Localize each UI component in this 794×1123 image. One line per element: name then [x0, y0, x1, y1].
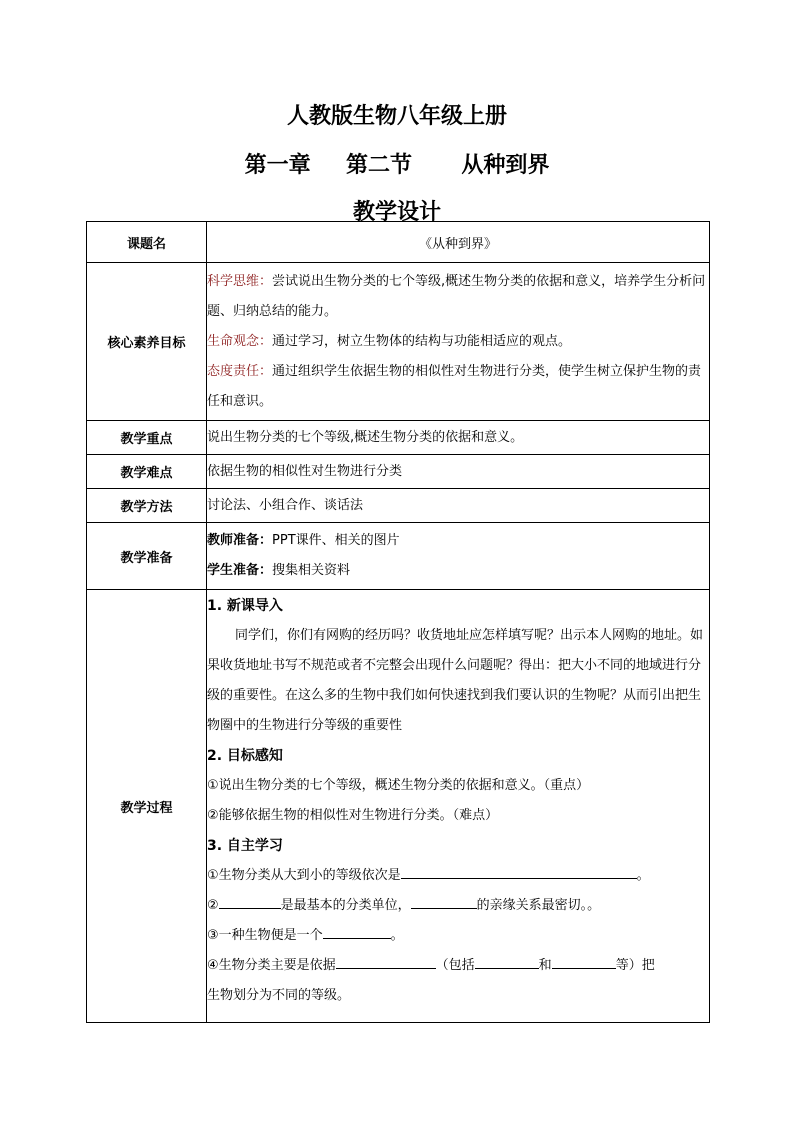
answer-blank[interactable]	[336, 952, 436, 969]
table-row-topic	[87, 222, 710, 263]
topic-value: 《从种到界》	[207, 222, 710, 263]
row-label: 课题名	[87, 222, 207, 263]
answer-blank[interactable]	[219, 892, 281, 909]
teacher-prep: 教师准备：PPT课件、相关的图片	[207, 533, 400, 548]
section-heading: 3. 自主学习	[207, 838, 283, 854]
goal-item	[207, 267, 709, 327]
row-label: 教学过程	[87, 590, 207, 1023]
table-row-goals	[87, 263, 710, 421]
table-row-methods	[87, 489, 710, 523]
table-row-key-points	[87, 421, 710, 455]
difficulty-value: 依据生物的相似性对生物进行分类	[207, 455, 710, 489]
topic-label: 从种到界	[461, 152, 550, 178]
goal-item	[207, 357, 709, 417]
goal-tag: 态度责任：	[207, 363, 273, 379]
methods-value: 讨论法、小组合作、谈话法	[207, 489, 710, 523]
goal-text: 通过组织学生依据生物的相似性对生物进行分类，使学生树立保护生物的责任和意识。	[207, 363, 702, 409]
row-label: 教学准备	[87, 523, 207, 590]
question-3: ③一种生物便是一个 。	[207, 921, 709, 951]
table-row-process	[87, 590, 710, 1023]
section-heading: 1. 新课导入	[207, 598, 283, 614]
student-prep: 学生准备：搜集相关资料	[207, 563, 351, 578]
question-1: ①生物分类从大到小的等级依次是 。	[207, 861, 709, 891]
answer-blank[interactable]	[411, 892, 477, 909]
row-label: 教学重点	[87, 421, 207, 455]
title-block	[0, 100, 794, 231]
key-points-value: 说出生物分类的七个等级,概述生物分类的依据和意义。	[207, 421, 710, 455]
answer-blank[interactable]	[323, 922, 391, 939]
answer-blank[interactable]	[401, 862, 637, 879]
objective-item: ②能够依据生物的相似性对生物进行分类。（难点）	[207, 808, 499, 823]
question-4: ④生物分类主要是依据 （包括 和 等）把	[207, 951, 709, 981]
table-row-preparation	[87, 523, 710, 590]
section-heading: 2. 目标感知	[207, 748, 283, 764]
goals-content	[207, 263, 710, 421]
process-content	[207, 590, 710, 1023]
lesson-plan-table	[86, 221, 710, 1023]
page-title: 人教版生物八年级上册	[286, 103, 507, 129]
intro-paragraph: 同学们，你们有网购的经历吗？收货地址应怎样填写呢？出示本人网购的地址。如果收货地址书写不规范或者不完整会出现什么问题呢？得出：把大小不同的地域进行分级的重要性。在这么多的生物中我们如何快速找到我们要认识的生物呢？从而引出把生物圈中的生物进行分等级的重要性	[207, 628, 704, 733]
answer-blank[interactable]	[475, 952, 539, 969]
preparation-content	[207, 523, 710, 590]
chapter-label: 第一章	[244, 152, 311, 178]
row-label: 教学难点	[87, 455, 207, 489]
doc-type: 教学设计	[352, 199, 441, 225]
goal-text: 通过学习，树立生物体的结构与功能相适应的观点。	[272, 333, 572, 349]
section-label: 第二节	[345, 152, 412, 178]
question-2: ② 是最基本的分类单位， 的亲缘关系最密切。。	[207, 891, 709, 921]
question-4-cont: 生物划分为不同的等级。	[207, 988, 351, 1003]
goal-text: 尝试说出生物分类的七个等级,概述生物分类的依据和意义，培养学生分析问题、归纳总结的能力。	[207, 273, 706, 319]
row-label: 教学方法	[87, 489, 207, 523]
row-label: 核心素养目标	[87, 263, 207, 421]
goal-item	[207, 327, 709, 357]
objective-item: ①说出生物分类的七个等级，概述生物分类的依据和意义。（重点）	[207, 778, 590, 793]
answer-blank[interactable]	[552, 952, 616, 969]
table-row-difficulty	[87, 455, 710, 489]
goal-tag: 科学思维：	[207, 273, 273, 289]
goal-tag: 生命观念：	[207, 333, 273, 349]
chapter-line	[0, 141, 794, 189]
